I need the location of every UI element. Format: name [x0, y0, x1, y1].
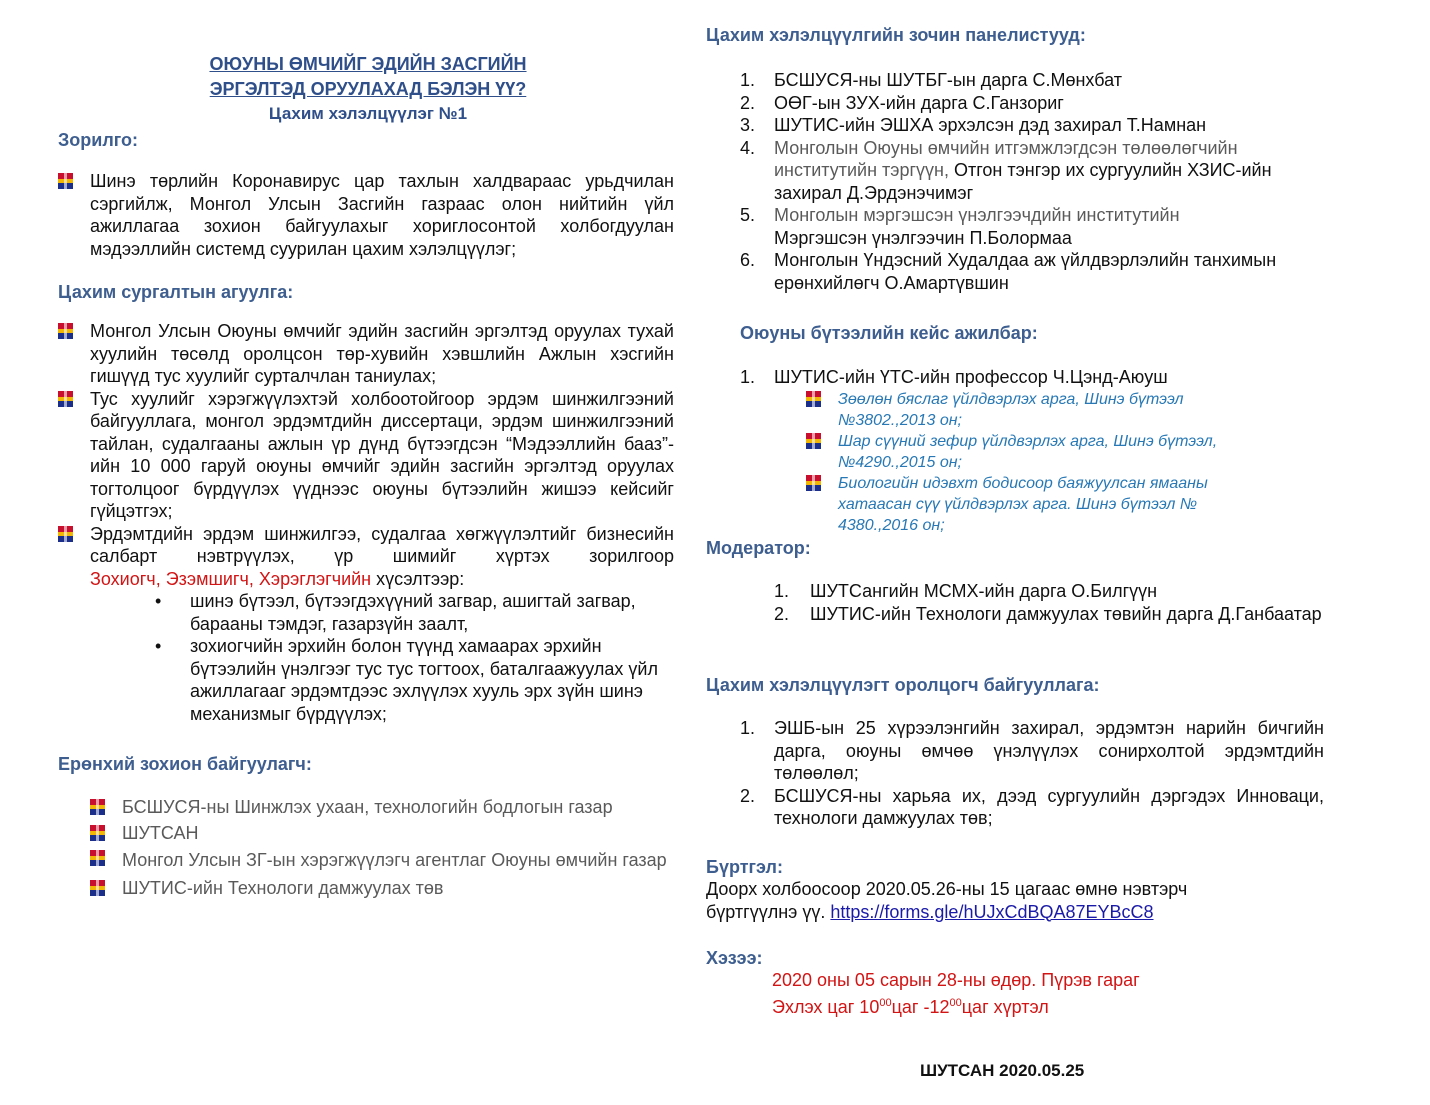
content-item-3: Эрдэмтдийн эрдэм шинжилгээ, судалгаа хөгжүүлэлтийг бизнесийн салбарт нэвтрүүлэх, үр шимийг хүртэх зорилгоор Зохиогч, Эзэмшигч, Хэрэглэгчийн хүсэлтээр: • шинэ бүтээл, бүтээгдэхүүний загвар, ашигтай загвар, барааны тэмдэг, газарзүйн заалт, • зохиогчийн эрхийн болон түүнд хамаарах эрхийн бүтээлийн үнэлгээг тус тус тогтоох, баталгаажуулах үйл ажиллагааг эрдэмтдээс эхлүүлэх хууль эрх зүйн шинэ механизмыг бүрдүүлэх;	[58, 523, 674, 726]
participants-list	[740, 717, 1324, 830]
organizers-heading: Ерөнхий зохион байгуулагч:	[58, 754, 312, 774]
participant-item: 2. БСШУСЯ-ны харьяа их, дээд сургуулийн дэргэдэх Инноваци, технологи дамжуулах төв;	[740, 785, 1324, 828]
title-line-2: ЭРГЭЛТЭД ОРУУЛАХАД БЭЛЭН ҮҮ?	[209, 79, 527, 99]
cases-list	[740, 366, 1324, 389]
arrow-bullet-icon	[58, 526, 73, 542]
title-line-1: ОЮУНЫ ӨМЧИЙГ ЭДИЙН ЗАСГИЙН	[209, 54, 527, 74]
left-column	[58, 0, 678, 898]
title-block	[58, 52, 678, 126]
red-highlight: Зохиогч, Эзэмшигч, Хэрэглэгчийн	[90, 568, 372, 589]
goal-item: Шинэ төрлийн Коронавирус цар тахлын халдвараас урьдчилан сэргийлж, Монгол Улсын Засгийн газраас олон нийтийн үйл ажиллагаа зохион байгуулахыг хориглосонтой холбогдуулан мэдээллийн системд суурилан цахим хэлэлцүүлэг;	[58, 170, 674, 260]
arrow-bullet-icon	[806, 391, 821, 407]
case-item: 1. ШУТИС-ийн ҮТС-ийн профессор Ч.Цэнд-Аюуш	[740, 367, 1168, 387]
content-list	[58, 320, 674, 725]
panelist-item: 1. БСШУСЯ-ны ШУТБГ-ын дарга С.Мөнхбат	[740, 70, 1122, 90]
arrow-bullet-icon	[806, 433, 821, 449]
subtitle: Цахим хэлэлцүүлэг №1	[268, 104, 468, 123]
arrow-bullet-icon	[90, 880, 105, 896]
goal-heading: Зорилго:	[58, 130, 139, 150]
content-item-2: Тус хуулийг хэрэгжүүлэхтэй холбоотойгоор эрдэм шинжилгээний байгууллага, монгол эрдэмтдийн диссертаци, эрдэм шинжилгээний тайлан, судалгааны ажлын үр дүнд бүтээгдсэн “Мэдээллийн бааз”-ийн 10 000 гаруй оюуны өмчийг эдийн засгийн эргэлтэд оруулах тогтолцоог бүрдүүлэх үүднээс оюуны бүтээлийн жишээ кейсийг гүйцэтгэх;	[58, 388, 674, 523]
case-work-item: Шар сүүний зефир үйлдвэрлэх арга, Шинэ бүтээл, №4290.,2015 он;	[806, 431, 1266, 473]
arrow-bullet-icon	[58, 323, 73, 339]
panelist-item: 6. Монголын Үндэсний Худалдаа аж үйлдвэрлэлийн танхимын ерөнхийлөгч О.Амартүвшин	[740, 250, 1277, 293]
arrow-bullet-icon	[806, 475, 821, 491]
sublist-item: • шинэ бүтээл, бүтээгдэхүүний загвар, ашигтай загвар, барааны тэмдэг, газарзүйн заалт,	[155, 591, 636, 634]
case-work-item: Биологийн идэвхт бодисоор баяжуулсан ямааны хатаасан сүү үйлдвэрлэх арга. Шинэ бүтээл № 4380.,2016 он;	[806, 473, 1266, 536]
case-works-list	[806, 389, 1266, 536]
cases-heading: Оюуны бүтээлийн кейс ажилбар:	[740, 323, 1038, 343]
content-item-1: Монгол Улсын Оюуны өмчийг эдийн засгийн эргэлтэд оруулах тухай хуулийн төсөлд оролцсон төр-хувийн хэвшлийн Ажлын хэсгийн гишүүд тус хуулийг сурталчлан таниулах;	[58, 320, 674, 388]
when-date: 2020 оны 05 сарын 28-ны өдөр. Пүрэв гараг	[772, 970, 1140, 990]
moderator-item: 2. ШУТИС-ийн Технологи дамжуулах төвийн дарга Д.Ганбаатар	[774, 603, 1322, 624]
when-time: Эхлэх цаг $10^{00}цаг$ $-12^{00}цаг$ хүртэл	[772, 996, 1049, 1017]
panelists-heading: Цахим хэлэлцүүлгийн зочин панелистууд:	[706, 25, 1086, 45]
footer-signature: ШУТСАН 2020.05.25	[920, 1061, 1085, 1080]
organizer-item: БСШУСЯ-ны Шинжлэх ухаан, технологийн бодлогын газар	[90, 796, 680, 819]
when-heading: Хэзээ:	[706, 948, 763, 968]
registration-link[interactable]: https://forms.gle/hUJxCdBQA87EYBcC8	[830, 901, 1154, 922]
panelists-list	[740, 69, 1324, 294]
organizers-list	[90, 796, 680, 900]
content-sublist	[90, 590, 674, 725]
bullet-dot-icon: •	[155, 636, 162, 656]
sublist-item: • зохиогчийн эрхийн болон түүнд хамаарах эрхийн бүтээлийн үнэлгээг тус тус тогтоох, баталгаажуулах үйл ажиллагааг эрдэмтдээс эхлүүлэх хууль эрх зүйн шинэ механизмыг бүрдүүлэх;	[155, 636, 658, 724]
arrow-bullet-icon	[58, 391, 73, 407]
participant-item: 1. ЭШБ-ын 25 хүрээлэнгийн захирал, эрдэмтэн нарийн бичгийн дарга, оюуны өмчөө үнэлүүлэх сонирхолтой эрдэмтдийн төлөөлөл;	[740, 718, 1324, 783]
arrow-bullet-icon	[90, 825, 105, 841]
goal-list	[58, 170, 674, 260]
arrow-bullet-icon	[90, 850, 105, 866]
registration-heading: Бүртгэл:	[706, 857, 783, 877]
content-heading: Цахим сургалтын агуулга:	[58, 282, 294, 302]
when-details	[772, 969, 1312, 1018]
arrow-bullet-icon	[90, 799, 105, 815]
participants-heading: Цахим хэлэлцүүлэгт оролцогч байгууллага:	[706, 675, 1100, 695]
moderator-item: 1. ШУТСангийн МСМХ-ийн дарга О.Билгүүн	[774, 581, 1158, 601]
panelist-item: 3. ШУТИС-ийн ЭШХА эрхэлсэн дэд захирал Т.Намнан	[740, 115, 1207, 135]
arrow-bullet-icon	[58, 173, 73, 189]
panelist-item: 5. Монголын мэргэшсэн үнэлгээчдийн институтийн Мэргэшсэн үнэлгээчин П.Болормаа	[740, 205, 1180, 248]
panelist-item: 4. Монголын Оюуны өмчийн итгэмжлэгдсэн төлөөлөгчийн институтийн тэргүүн, Отгон тэнгэр их сургуулийн ХЗИС-ийн захирал Д.Эрдэнэчимэг	[740, 137, 1272, 203]
organizer-item: ШУТИС-ийн Технологи дамжуулах төв	[90, 877, 680, 900]
panelist-item: 2. ОӨГ-ын ЗУХ-ийн дарга С.Ганзориг	[740, 92, 1064, 113]
organizer-item: Монгол Улсын ЗГ-ын хэрэгжүүлэгч агентлаг Оюуны өмчийн газар	[90, 847, 680, 874]
registration-text: Доорх холбоосоор 2020.05.26-ны 15 цагаас өмнө нэвтэрч бүртгүүлнэ үү. https://forms.gle/hUJxCdBQA87EYBcC8	[706, 879, 1188, 922]
moderators-list	[774, 580, 1324, 625]
case-work-item: Зөөлөн бяслаг үйлдвэрлэх арга, Шинэ бүтээл №3802.,2013 он;	[806, 389, 1266, 431]
organizer-item: ШУТСАН	[90, 822, 680, 845]
moderators-heading: Модератор:	[706, 538, 811, 558]
bullet-dot-icon: •	[155, 591, 162, 611]
